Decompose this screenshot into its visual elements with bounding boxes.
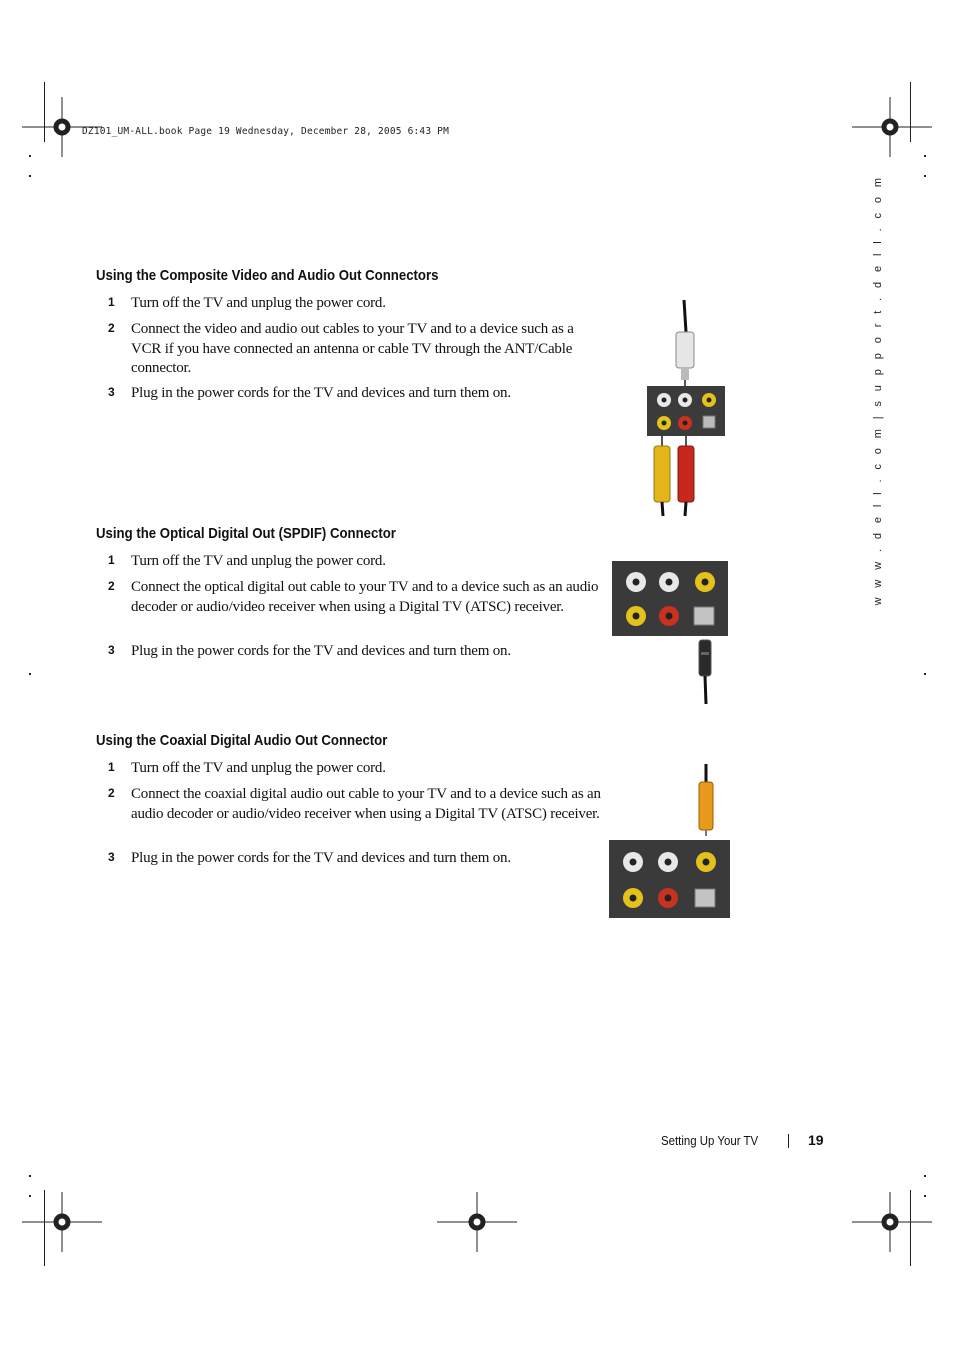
step-number: 1 [108, 295, 115, 309]
step-number: 3 [108, 850, 115, 864]
red-rca-plug-icon [678, 436, 694, 516]
step-number: 2 [108, 321, 115, 335]
footer-chapter-title: Setting Up Your TV [661, 1133, 759, 1148]
orange-coaxial-plug-icon [699, 764, 713, 836]
step-number: 2 [108, 579, 115, 593]
registration-target-icon [22, 1192, 102, 1252]
footer-divider [788, 1134, 789, 1148]
step-text: Connect the video and audio out cables to your TV and to a device such as a VCR if you have connected an antenna or cable TV through the ANT/Cable connector. [131, 321, 574, 376]
yellow-rca-plug-icon [654, 436, 670, 516]
step-text: Plug in the power cords for the TV and devices and turn them on. [131, 850, 511, 866]
registration-target-icon [437, 1192, 517, 1252]
section-title-optical: Using the Optical Digital Out (SPDIF) Connector [96, 525, 396, 542]
step-number: 1 [108, 553, 115, 567]
av-panel-icon [612, 561, 728, 636]
step-number: 2 [108, 786, 115, 800]
step-number: 1 [108, 760, 115, 774]
step-text: Plug in the power cords for the TV and devices and turn them on. [131, 643, 511, 659]
optical-plug-icon [699, 640, 711, 704]
av-panel-icon [647, 386, 725, 436]
av-panel-icon [609, 840, 730, 918]
step-number: 3 [108, 385, 115, 399]
registration-target-icon [852, 1192, 932, 1252]
optical-connection-illustration [608, 558, 732, 706]
coaxial-connection-illustration [606, 762, 734, 922]
step-text: Turn off the TV and unplug the power cord. [131, 760, 386, 776]
print-slug: DZ101_UM-ALL.book Page 19 Wednesday, December 28, 2005 6:43 PM [82, 126, 450, 137]
step-text: Connect the optical digital out cable to your TV and to a device such as an audio decoder or audio/video receiver when using a Digital TV (ATSC) receiver. [131, 579, 599, 615]
page-number: 19 [808, 1132, 824, 1148]
step-text: Plug in the power cords for the TV and devices and turn them on. [131, 385, 511, 401]
registration-target-icon [852, 97, 932, 157]
composite-connection-illustration [640, 296, 736, 518]
white-rca-plug-icon [676, 332, 694, 386]
side-url: w w w . d e l l . c o m | s u p p o r t . d e l l . c o m [872, 174, 884, 606]
step-number: 3 [108, 643, 115, 657]
step-text: Turn off the TV and unplug the power cord. [131, 295, 386, 311]
section-title-composite: Using the Composite Video and Audio Out Connectors [96, 267, 439, 284]
section-title-coaxial: Using the Coaxial Digital Audio Out Connector [96, 732, 388, 749]
step-text: Turn off the TV and unplug the power cord. [131, 553, 386, 569]
step-text: Connect the coaxial digital audio out cable to your TV and to a device such as an audio decoder or audio/video receiver when using a Digital TV (ATSC) receiver. [131, 786, 601, 822]
